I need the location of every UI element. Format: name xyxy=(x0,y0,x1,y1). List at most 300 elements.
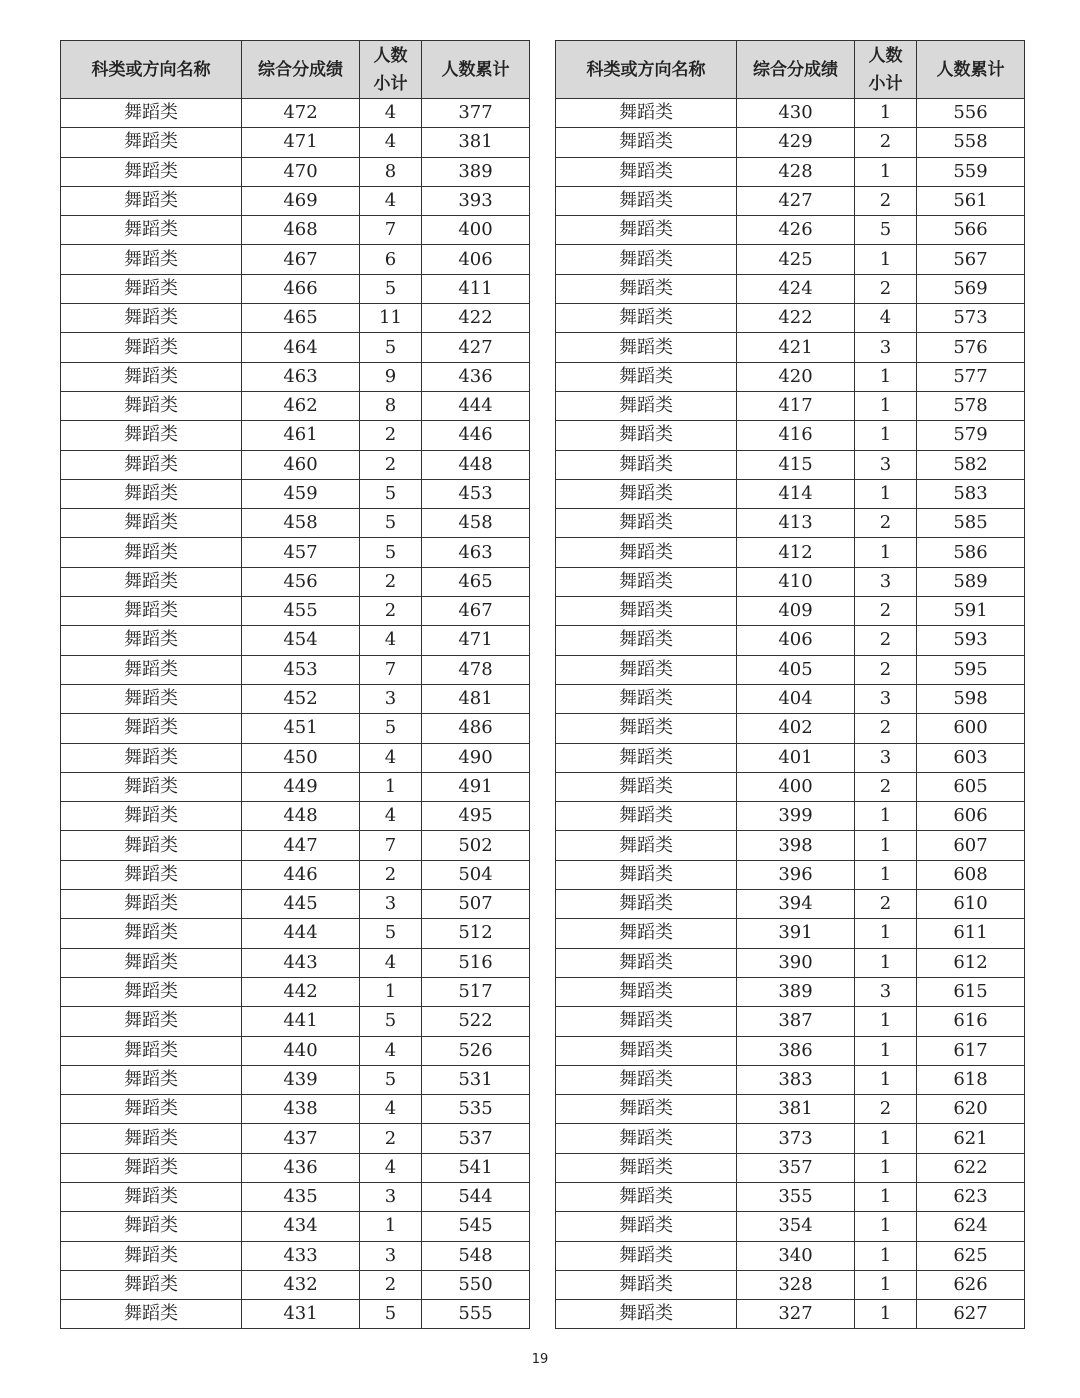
cell-category: 舞蹈类 xyxy=(61,977,242,1006)
cell-category: 舞蹈类 xyxy=(556,743,737,772)
cell-cumulative: 556 xyxy=(917,99,1025,128)
table-row xyxy=(556,333,1025,362)
cell-category: 舞蹈类 xyxy=(61,626,242,655)
header-name: 科类或方向名称 xyxy=(61,41,242,99)
cell-count: 4 xyxy=(360,99,422,128)
cell-count: 2 xyxy=(360,450,422,479)
cell-count: 1 xyxy=(855,362,917,391)
table-row xyxy=(556,890,1025,919)
cell-count: 2 xyxy=(855,186,917,215)
cell-score: 398 xyxy=(737,831,855,860)
table-row xyxy=(61,1095,530,1124)
cell-cumulative: 537 xyxy=(422,1124,530,1153)
cell-count: 9 xyxy=(360,362,422,391)
header-score: 综合分成绩 xyxy=(242,41,360,99)
cell-category: 舞蹈类 xyxy=(556,1065,737,1094)
cell-category: 舞蹈类 xyxy=(556,304,737,333)
cell-score: 469 xyxy=(242,186,360,215)
cell-score: 461 xyxy=(242,421,360,450)
cell-count: 5 xyxy=(360,1007,422,1036)
cell-score: 428 xyxy=(737,157,855,186)
cell-category: 舞蹈类 xyxy=(61,684,242,713)
table-row xyxy=(556,362,1025,391)
cell-count: 11 xyxy=(360,304,422,333)
cell-count: 2 xyxy=(855,655,917,684)
cell-cumulative: 618 xyxy=(917,1065,1025,1094)
cell-cumulative: 606 xyxy=(917,802,1025,831)
table-row xyxy=(61,128,530,157)
cell-score: 328 xyxy=(737,1270,855,1299)
cell-cumulative: 448 xyxy=(422,450,530,479)
cell-count: 3 xyxy=(855,450,917,479)
table-row xyxy=(556,1182,1025,1211)
cell-cumulative: 595 xyxy=(917,655,1025,684)
cell-category: 舞蹈类 xyxy=(556,1124,737,1153)
cell-score: 435 xyxy=(242,1182,360,1211)
cell-count: 1 xyxy=(855,157,917,186)
cell-score: 465 xyxy=(242,304,360,333)
cell-count: 3 xyxy=(360,684,422,713)
cell-category: 舞蹈类 xyxy=(61,304,242,333)
table-row xyxy=(61,597,530,626)
cell-score: 415 xyxy=(737,450,855,479)
cell-count: 5 xyxy=(360,1065,422,1094)
cell-category: 舞蹈类 xyxy=(61,772,242,801)
cell-category: 舞蹈类 xyxy=(61,274,242,303)
cell-cumulative: 576 xyxy=(917,333,1025,362)
cell-cumulative: 598 xyxy=(917,684,1025,713)
cell-cumulative: 446 xyxy=(422,421,530,450)
cell-count: 1 xyxy=(360,1212,422,1241)
cell-category: 舞蹈类 xyxy=(556,1270,737,1299)
cell-count: 1 xyxy=(855,1124,917,1153)
cell-count: 1 xyxy=(855,1270,917,1299)
cell-count: 2 xyxy=(360,421,422,450)
table-row xyxy=(556,1065,1025,1094)
cell-cumulative: 491 xyxy=(422,772,530,801)
table-row xyxy=(61,1153,530,1182)
cell-count: 3 xyxy=(855,333,917,362)
cell-cumulative: 585 xyxy=(917,509,1025,538)
cell-cumulative: 544 xyxy=(422,1182,530,1211)
table-row xyxy=(61,743,530,772)
cell-category: 舞蹈类 xyxy=(61,1153,242,1182)
cell-score: 386 xyxy=(737,1036,855,1065)
table-row xyxy=(556,860,1025,889)
cell-cumulative: 603 xyxy=(917,743,1025,772)
cell-cumulative: 541 xyxy=(422,1153,530,1182)
table-row xyxy=(556,509,1025,538)
cell-category: 舞蹈类 xyxy=(61,1270,242,1299)
cell-category: 舞蹈类 xyxy=(556,421,737,450)
header-count-line1: 人数 xyxy=(868,45,903,66)
cell-cumulative: 481 xyxy=(422,684,530,713)
cell-count: 1 xyxy=(855,919,917,948)
cell-cumulative: 522 xyxy=(422,1007,530,1036)
cell-category: 舞蹈类 xyxy=(61,362,242,391)
cell-category: 舞蹈类 xyxy=(61,890,242,919)
cell-cumulative: 626 xyxy=(917,1270,1025,1299)
cell-cumulative: 550 xyxy=(422,1270,530,1299)
cell-count: 1 xyxy=(855,860,917,889)
table-row xyxy=(556,714,1025,743)
table-row xyxy=(556,1300,1025,1329)
cell-count: 2 xyxy=(855,274,917,303)
cell-score: 447 xyxy=(242,831,360,860)
cell-cumulative: 458 xyxy=(422,509,530,538)
cell-count: 5 xyxy=(360,538,422,567)
cell-cumulative: 600 xyxy=(917,714,1025,743)
cell-count: 5 xyxy=(360,509,422,538)
cell-category: 舞蹈类 xyxy=(556,684,737,713)
table-row xyxy=(556,626,1025,655)
header-count xyxy=(360,41,422,99)
table-row xyxy=(61,626,530,655)
cell-score: 453 xyxy=(242,655,360,684)
table-row xyxy=(556,1212,1025,1241)
table-row xyxy=(61,216,530,245)
table-row xyxy=(61,509,530,538)
score-table-left xyxy=(60,40,530,1329)
table-row xyxy=(556,450,1025,479)
cell-cumulative: 411 xyxy=(422,274,530,303)
cell-score: 354 xyxy=(737,1212,855,1241)
table-row xyxy=(61,538,530,567)
cell-count: 2 xyxy=(360,567,422,596)
cell-count: 1 xyxy=(855,1212,917,1241)
cell-score: 464 xyxy=(242,333,360,362)
table-row xyxy=(61,1036,530,1065)
table-row xyxy=(556,1007,1025,1036)
cell-count: 4 xyxy=(360,802,422,831)
cell-cumulative: 573 xyxy=(917,304,1025,333)
score-table-right xyxy=(555,40,1025,1329)
page-number: 19 xyxy=(531,1352,549,1367)
cell-count: 1 xyxy=(855,1241,917,1270)
header-cumulative: 人数累计 xyxy=(917,41,1025,99)
table-row xyxy=(61,860,530,889)
cell-score: 381 xyxy=(737,1095,855,1124)
cell-cumulative: 463 xyxy=(422,538,530,567)
table-row xyxy=(61,831,530,860)
table-row xyxy=(556,128,1025,157)
table-row xyxy=(556,1124,1025,1153)
cell-category: 舞蹈类 xyxy=(556,626,737,655)
cell-score: 470 xyxy=(242,157,360,186)
cell-cumulative: 586 xyxy=(917,538,1025,567)
header-row xyxy=(61,41,530,99)
table-row xyxy=(61,1065,530,1094)
cell-cumulative: 616 xyxy=(917,1007,1025,1036)
cell-cumulative: 512 xyxy=(422,919,530,948)
cell-count: 3 xyxy=(855,743,917,772)
cell-category: 舞蹈类 xyxy=(61,333,242,362)
cell-category: 舞蹈类 xyxy=(61,1124,242,1153)
cell-score: 406 xyxy=(737,626,855,655)
cell-category: 舞蹈类 xyxy=(61,1095,242,1124)
cell-score: 457 xyxy=(242,538,360,567)
cell-cumulative: 444 xyxy=(422,391,530,420)
cell-score: 391 xyxy=(737,919,855,948)
cell-cumulative: 467 xyxy=(422,597,530,626)
cell-category: 舞蹈类 xyxy=(556,1241,737,1270)
cell-count: 2 xyxy=(360,1124,422,1153)
table-row xyxy=(61,479,530,508)
cell-count: 5 xyxy=(855,216,917,245)
cell-cumulative: 567 xyxy=(917,245,1025,274)
cell-count: 4 xyxy=(360,128,422,157)
cell-score: 440 xyxy=(242,1036,360,1065)
cell-count: 5 xyxy=(360,333,422,362)
cell-score: 373 xyxy=(737,1124,855,1153)
cell-count: 5 xyxy=(360,274,422,303)
table-row xyxy=(556,567,1025,596)
cell-cumulative: 517 xyxy=(422,977,530,1006)
cell-score: 442 xyxy=(242,977,360,1006)
cell-category: 舞蹈类 xyxy=(556,831,737,860)
cell-cumulative: 389 xyxy=(422,157,530,186)
table-body-left xyxy=(61,99,530,1329)
cell-category: 舞蹈类 xyxy=(556,274,737,303)
cell-category: 舞蹈类 xyxy=(61,450,242,479)
cell-count: 1 xyxy=(855,802,917,831)
cell-category: 舞蹈类 xyxy=(61,831,242,860)
cell-category: 舞蹈类 xyxy=(61,391,242,420)
table-row xyxy=(61,919,530,948)
cell-category: 舞蹈类 xyxy=(61,567,242,596)
cell-cumulative: 621 xyxy=(917,1124,1025,1153)
cell-category: 舞蹈类 xyxy=(61,1007,242,1036)
cell-category: 舞蹈类 xyxy=(556,597,737,626)
table-row xyxy=(556,157,1025,186)
cell-cumulative: 559 xyxy=(917,157,1025,186)
cell-cumulative: 495 xyxy=(422,802,530,831)
cell-category: 舞蹈类 xyxy=(61,245,242,274)
cell-score: 452 xyxy=(242,684,360,713)
table-row xyxy=(556,479,1025,508)
cell-score: 463 xyxy=(242,362,360,391)
cell-category: 舞蹈类 xyxy=(61,538,242,567)
table-row xyxy=(61,333,530,362)
cell-category: 舞蹈类 xyxy=(61,128,242,157)
table-row xyxy=(556,304,1025,333)
header-cumulative: 人数累计 xyxy=(422,41,530,99)
cell-category: 舞蹈类 xyxy=(61,1300,242,1329)
cell-count: 2 xyxy=(855,128,917,157)
cell-count: 3 xyxy=(855,567,917,596)
cell-category: 舞蹈类 xyxy=(556,567,737,596)
cell-score: 458 xyxy=(242,509,360,538)
cell-score: 327 xyxy=(737,1300,855,1329)
cell-score: 413 xyxy=(737,509,855,538)
cell-category: 舞蹈类 xyxy=(61,216,242,245)
cell-score: 427 xyxy=(737,186,855,215)
cell-cumulative: 478 xyxy=(422,655,530,684)
cell-category: 舞蹈类 xyxy=(556,186,737,215)
cell-category: 舞蹈类 xyxy=(61,1241,242,1270)
cell-score: 383 xyxy=(737,1065,855,1094)
cell-score: 471 xyxy=(242,128,360,157)
cell-category: 舞蹈类 xyxy=(556,128,737,157)
cell-count: 2 xyxy=(360,597,422,626)
cell-count: 5 xyxy=(360,479,422,508)
cell-score: 404 xyxy=(737,684,855,713)
header-name: 科类或方向名称 xyxy=(556,41,737,99)
cell-score: 454 xyxy=(242,626,360,655)
cell-category: 舞蹈类 xyxy=(556,714,737,743)
cell-count: 4 xyxy=(360,743,422,772)
cell-score: 467 xyxy=(242,245,360,274)
cell-cumulative: 436 xyxy=(422,362,530,391)
cell-cumulative: 611 xyxy=(917,919,1025,948)
table-row xyxy=(61,567,530,596)
table-row xyxy=(61,391,530,420)
cell-count: 7 xyxy=(360,216,422,245)
cell-category: 舞蹈类 xyxy=(556,509,737,538)
cell-count: 1 xyxy=(855,1007,917,1036)
cell-count: 6 xyxy=(360,245,422,274)
cell-score: 439 xyxy=(242,1065,360,1094)
cell-score: 445 xyxy=(242,890,360,919)
cell-score: 402 xyxy=(737,714,855,743)
cell-category: 舞蹈类 xyxy=(556,802,737,831)
cell-category: 舞蹈类 xyxy=(556,1153,737,1182)
cell-count: 2 xyxy=(360,860,422,889)
cell-score: 422 xyxy=(737,304,855,333)
cell-category: 舞蹈类 xyxy=(61,186,242,215)
table-row xyxy=(556,421,1025,450)
cell-score: 355 xyxy=(737,1182,855,1211)
cell-count: 4 xyxy=(360,1095,422,1124)
cell-category: 舞蹈类 xyxy=(556,1007,737,1036)
cell-count: 4 xyxy=(360,948,422,977)
cell-count: 4 xyxy=(360,1036,422,1065)
cell-score: 405 xyxy=(737,655,855,684)
cell-score: 414 xyxy=(737,479,855,508)
cell-cumulative: 624 xyxy=(917,1212,1025,1241)
table-row xyxy=(61,890,530,919)
cell-score: 390 xyxy=(737,948,855,977)
table-row xyxy=(61,99,530,128)
table-row xyxy=(61,684,530,713)
cell-score: 451 xyxy=(242,714,360,743)
cell-cumulative: 486 xyxy=(422,714,530,743)
cell-count: 4 xyxy=(360,626,422,655)
cell-count: 3 xyxy=(855,684,917,713)
cell-score: 434 xyxy=(242,1212,360,1241)
cell-cumulative: 615 xyxy=(917,977,1025,1006)
cell-score: 444 xyxy=(242,919,360,948)
cell-category: 舞蹈类 xyxy=(556,772,737,801)
cell-category: 舞蹈类 xyxy=(556,99,737,128)
cell-cumulative: 516 xyxy=(422,948,530,977)
table-row xyxy=(61,274,530,303)
cell-count: 2 xyxy=(855,772,917,801)
table-row xyxy=(61,655,530,684)
cell-category: 舞蹈类 xyxy=(61,919,242,948)
cell-category: 舞蹈类 xyxy=(61,509,242,538)
table-row xyxy=(556,1270,1025,1299)
cell-score: 441 xyxy=(242,1007,360,1036)
cell-count: 3 xyxy=(360,1241,422,1270)
cell-cumulative: 507 xyxy=(422,890,530,919)
cell-cumulative: 548 xyxy=(422,1241,530,1270)
table-row xyxy=(61,977,530,1006)
cell-count: 7 xyxy=(360,655,422,684)
cell-count: 4 xyxy=(360,1153,422,1182)
cell-count: 2 xyxy=(855,597,917,626)
cell-category: 舞蹈类 xyxy=(61,802,242,831)
cell-count: 5 xyxy=(360,714,422,743)
table-row xyxy=(556,655,1025,684)
cell-count: 2 xyxy=(855,714,917,743)
cell-score: 456 xyxy=(242,567,360,596)
cell-cumulative: 555 xyxy=(422,1300,530,1329)
cell-category: 舞蹈类 xyxy=(556,391,737,420)
table-row xyxy=(556,831,1025,860)
table-row xyxy=(61,714,530,743)
cell-score: 417 xyxy=(737,391,855,420)
table-row xyxy=(61,157,530,186)
table-row xyxy=(61,1241,530,1270)
cell-cumulative: 535 xyxy=(422,1095,530,1124)
cell-score: 340 xyxy=(737,1241,855,1270)
cell-score: 443 xyxy=(242,948,360,977)
cell-cumulative: 589 xyxy=(917,567,1025,596)
cell-cumulative: 617 xyxy=(917,1036,1025,1065)
cell-cumulative: 607 xyxy=(917,831,1025,860)
cell-category: 舞蹈类 xyxy=(556,333,737,362)
cell-count: 2 xyxy=(855,890,917,919)
cell-score: 429 xyxy=(737,128,855,157)
header-row xyxy=(556,41,1025,99)
table-row xyxy=(61,1182,530,1211)
cell-count: 1 xyxy=(855,479,917,508)
cell-cumulative: 377 xyxy=(422,99,530,128)
cell-cumulative: 610 xyxy=(917,890,1025,919)
cell-cumulative: 582 xyxy=(917,450,1025,479)
cell-score: 394 xyxy=(737,890,855,919)
table-row xyxy=(61,421,530,450)
cell-score: 448 xyxy=(242,802,360,831)
cell-score: 455 xyxy=(242,597,360,626)
cell-cumulative: 608 xyxy=(917,860,1025,889)
cell-cumulative: 400 xyxy=(422,216,530,245)
cell-count: 5 xyxy=(360,1300,422,1329)
table-row xyxy=(556,919,1025,948)
cell-cumulative: 591 xyxy=(917,597,1025,626)
table-row xyxy=(61,362,530,391)
cell-count: 1 xyxy=(855,831,917,860)
cell-count: 1 xyxy=(855,1300,917,1329)
cell-category: 舞蹈类 xyxy=(61,743,242,772)
cell-category: 舞蹈类 xyxy=(61,860,242,889)
cell-count: 2 xyxy=(855,626,917,655)
cell-count: 8 xyxy=(360,391,422,420)
cell-cumulative: 490 xyxy=(422,743,530,772)
cell-score: 412 xyxy=(737,538,855,567)
cell-score: 424 xyxy=(737,274,855,303)
cell-cumulative: 623 xyxy=(917,1182,1025,1211)
cell-category: 舞蹈类 xyxy=(61,1212,242,1241)
cell-count: 1 xyxy=(855,391,917,420)
cell-count: 2 xyxy=(855,1095,917,1124)
cell-count: 1 xyxy=(360,772,422,801)
cell-count: 8 xyxy=(360,157,422,186)
cell-cumulative: 579 xyxy=(917,421,1025,450)
table-row xyxy=(61,1124,530,1153)
cell-score: 416 xyxy=(737,421,855,450)
